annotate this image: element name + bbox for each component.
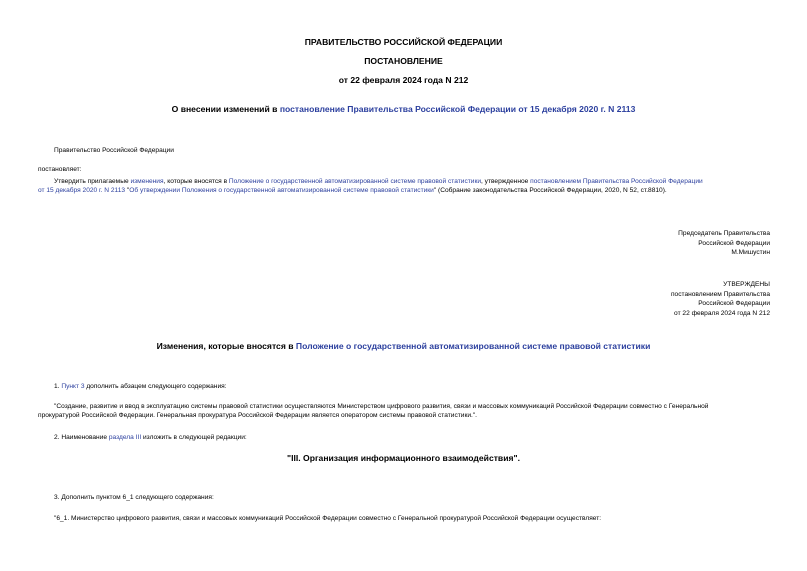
title-prefix: О внесении изменений в (171, 104, 280, 114)
signature-name: М.Мишустин (731, 249, 770, 257)
org-heading: ПРАВИТЕЛЬСТВО РОССИЙСКОЙ ФЕДЕРАЦИИ (304, 37, 503, 47)
decision-text: , утвержденное (481, 178, 531, 185)
government-line: Правительство Российской Федерации (54, 147, 174, 154)
signature-position: Председатель Правительства (678, 230, 770, 237)
decree-link[interactable]: постановлением Правительства Российской Федерации (530, 178, 703, 185)
approval-date: от 22 февраля 2024 года N 212 (674, 309, 770, 317)
decision-text: " (125, 187, 130, 194)
document-title (0, 104, 807, 114)
decision-line-2 (38, 186, 770, 195)
decision-text: " (Собрание законодательства Российской Федерации, 2020, N 52, ст.8810). (433, 187, 667, 194)
decision-line-1 (38, 177, 770, 186)
approval-heading: УТВЕРЖДЕНЫ (723, 281, 770, 288)
quote-3: "6_1. Министерство цифрового развития, связи и массовых коммуникаций Российской Федерации совместно с Генеральной прокуратурой Российской Федерации осуществляет: (54, 515, 602, 522)
changes-link[interactable]: изменения (130, 178, 164, 185)
section-title: "III. Организация информационного взаимодействия". (287, 453, 520, 463)
decision-paragraph (38, 177, 770, 195)
amended-decree-link[interactable]: постановление Правительства Российской Федерации от 15 декабря 2020 г. N 2113 (279, 104, 636, 114)
quote-1-line-2: прокуратурой Российской Федерации. Генеральная прокуратура Российской Федерации является оператором системы правовой статистики.". (38, 412, 478, 419)
approval-line: постановлением Правительства (670, 290, 770, 298)
signature-block (678, 229, 770, 258)
quote-1 (38, 402, 778, 420)
decision-text: , которые вносятся в (163, 178, 229, 185)
doc-type-heading: ПОСТАНОВЛЕНИЕ (364, 56, 443, 66)
changes-title-prefix: Изменения, которые вносятся в (156, 341, 296, 351)
change-item-1 (54, 382, 227, 391)
approval-block (671, 280, 770, 318)
regulation-link[interactable]: Положение о государственной автоматизированной системе правовой статистики (228, 178, 482, 185)
date-line: от 22 февраля 2024 года N 212 (338, 75, 469, 85)
decree-date-link[interactable]: от 15 декабря 2020 г. N 2113 (38, 187, 126, 194)
changes-regulation-link[interactable]: Положение о государственной автоматизированной системе правовой статистики (295, 341, 651, 351)
changes-title (0, 341, 807, 351)
quote-1-line-1: "Создание, развитие и ввод в эксплуатацию системы правовой статистики осуществляются Министерством цифрового развития, связи и массовых коммуникаций Российской Федерации совместно с Генеральной (54, 403, 709, 410)
change-item-2 (54, 433, 247, 442)
item-text: 1. (54, 383, 62, 390)
approval-line: Российской Федерации (698, 300, 770, 308)
signature-country: Российской Федерации (698, 239, 770, 247)
item-text: 2. Наименование (54, 434, 109, 441)
decree-title-link[interactable]: Об утверждении Положения о государственной автоматизированной системе правовой статистики (129, 187, 434, 194)
section-3-link[interactable]: раздела III (108, 434, 142, 441)
item-text: изложить в следующей редакции: (141, 434, 247, 441)
decrees-line: постановляет: (38, 166, 82, 173)
point-3-link[interactable]: Пункт 3 (61, 383, 85, 390)
change-item-3: 3. Дополнить пунктом 6_1 следующего содержания: (54, 494, 214, 501)
item-text: дополнить абзацем следующего содержания: (84, 383, 227, 390)
decision-text: Утвердить прилагаемые (54, 178, 131, 185)
